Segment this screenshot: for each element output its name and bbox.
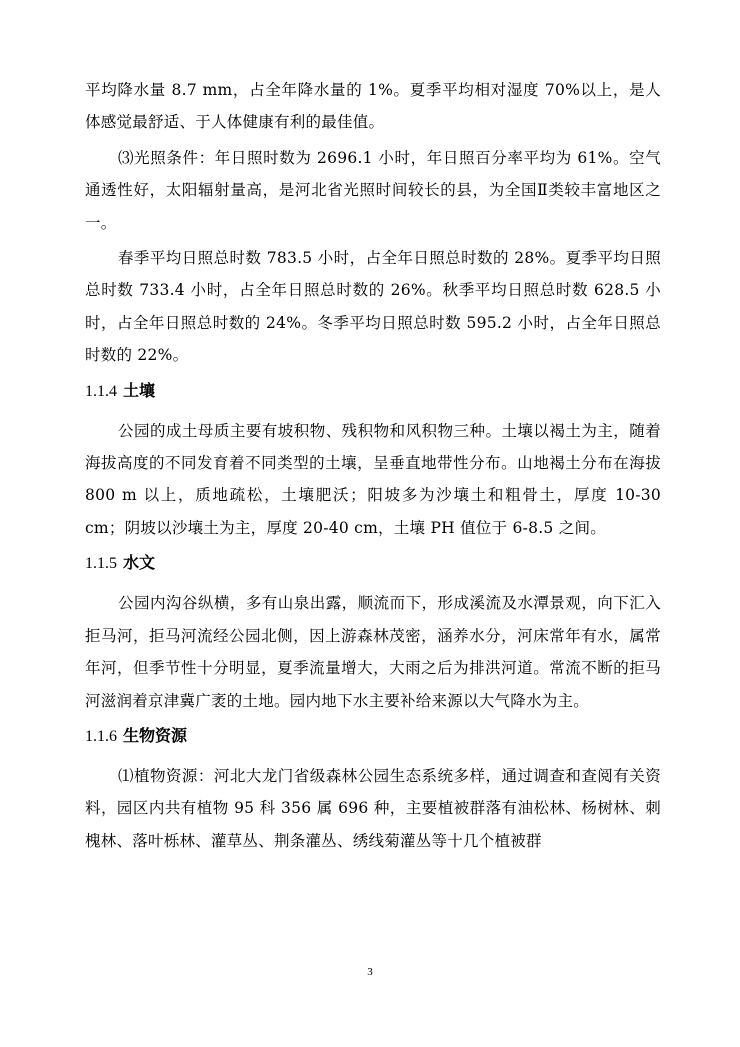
section-title: 生物资源 — [123, 725, 188, 745]
paragraph-soil: 公园的成土母质主要有坡积物、残积物和风积物三种。土壤以褐土为主，随着海拔高度的不同发育着不同类型的土壤，呈垂直地带性分布。山地褐土分布在海拔 800 m 以上，质地疏松，土壤肥沃；阳坡多为沙壤土和粗骨土，厚度 10-30 cm；阴坡以沙壤土为主，厚度 20-40 cm，土壤 PH 值位于 6-8.5 之间。 — [85, 421, 661, 537]
page-body — [85, 74, 661, 860]
section-heading-biological-resources — [85, 723, 661, 750]
section-title: 水文 — [123, 553, 156, 573]
paragraph-plant-resources: ⑴植物资源：河北大龙门省级森林公园生态系统多样，通过调查和查阅有关资料，园区内共有植物 95 科 356 属 696 种，主要植被群落有油松林、杨树林、刺槐林、落叶栎林、灌草丛、荆条灌丛、绣线菊灌丛等十几个植被群 — [85, 766, 661, 850]
paragraph-humidity: 平均降水量 8.7 mm，占全年降水量的 1%。夏季平均相对湿度 70%以上，是人体感觉最舒适、于人体健康有利的最佳值。 — [85, 81, 661, 132]
section-number: 1.1.5 — [85, 555, 117, 573]
paragraph-seasonal-sunshine: 春季平均日照总时数 783.5 小时，占全年日照总时数的 28%。夏季平均日照总时数 733.4 小时，占全年日照总时数的 26%。秋季平均日照总时数 628.5 小时，占全年日照总时数的 24%。冬季平均日照总时数 595.2 小时，占全年日照总时数的 22%。 — [85, 249, 661, 365]
section-number: 1.1.4 — [85, 382, 117, 400]
section-heading-soil — [85, 378, 661, 405]
section-heading-hydrology — [85, 550, 661, 577]
paragraph-hydrology: 公园内沟谷纵横，多有山泉出露，顺流而下，形成溪流及水潭景观，向下汇入拒马河，拒马河流经公园北侧，因上游森林茂密，涵养水分，河床常年有水，属常年河，但季节性十分明显，夏季流量增大，大雨之后为排洪河道。常流不断的拒马河滋润着京津冀广袤的土地。园内地下水主要补给来源以大气降水为主。 — [85, 594, 661, 710]
section-title: 土壤 — [123, 380, 156, 400]
paragraph-sunlight-conditions: ⑶光照条件：年日照时数为 2696.1 小时，年日照百分率平均为 61%。空气通透性好，太阳辐射量高，是河北省光照时间较长的县，为全国Ⅱ类较丰富地区之一。 — [85, 148, 661, 232]
section-number: 1.1.6 — [85, 727, 117, 745]
page-number: 3 — [367, 966, 373, 978]
